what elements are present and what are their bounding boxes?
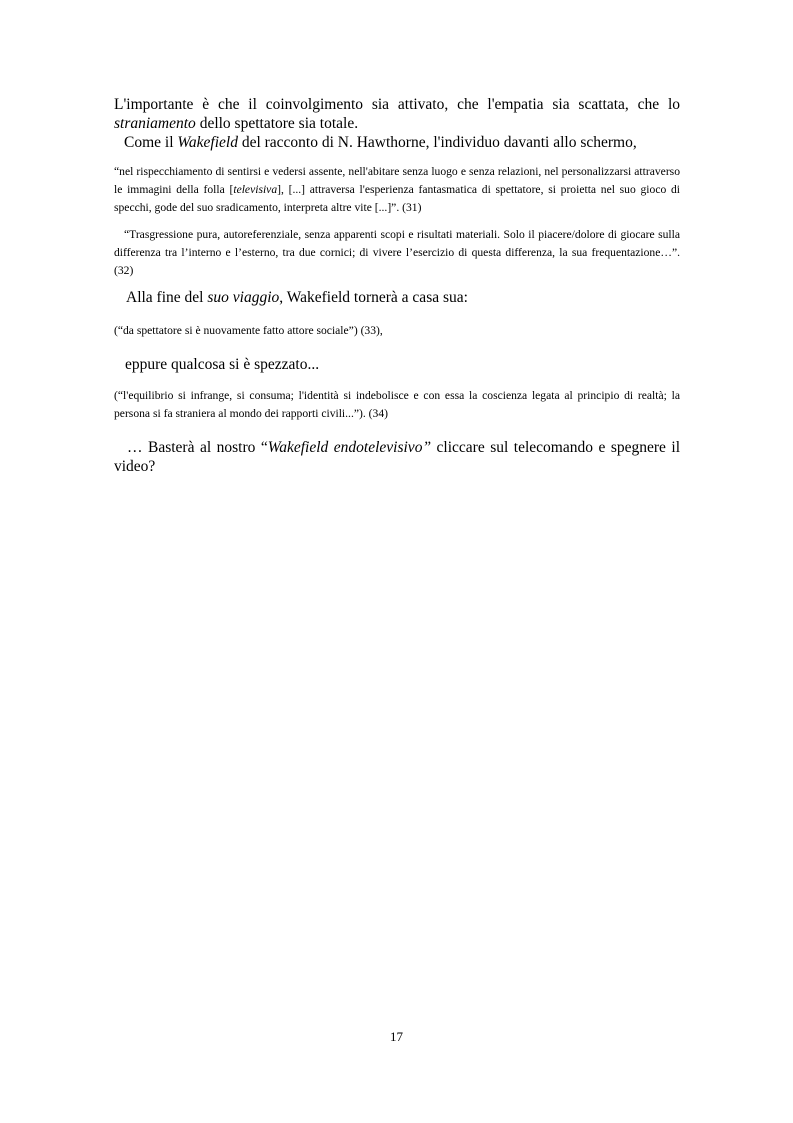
page-number: 17 (390, 1029, 403, 1044)
paragraph-fine-viaggio: Alla fine del suo viaggio, Wakefield tornerà a casa sua: (126, 289, 468, 306)
intro-italic-wakefield: Wakefield (177, 134, 238, 151)
closing-paragraph: … Basterà al nostro “Wakefield endotelevisivo” cliccare sul telecomando e spegnere il video? (114, 439, 681, 475)
paragraph-spezzato: eppure qualcosa si è spezzato... (125, 356, 320, 373)
quote-34: (“l'equilibrio si infrange, si consuma; l'identità si indebolisce e con essa la coscienza legata al principio di realtà; la persona si fa straniera al mondo dei rapporti civili...”). (34) (114, 389, 680, 420)
quote-31-italic: televisiva (233, 183, 278, 196)
intro-paragraph (114, 95, 680, 152)
intro-line-2: straniamento dello spettatore sia totale. (114, 115, 359, 132)
italic-wakefield-endotelevisivo: Wakefield endotelevisivo” (267, 439, 432, 456)
quote-31: “nel rispecchiamento di sentirsi e vedersi assente, nell'abitare senza luogo e senza relazioni, nel personalizzarsi attraverso le immagini della folla [televisiva], [...] attraversa l'esperienza fantasmatica di spettatore, si proietta nel suo gioco di specchi, gode del suo sradicamento, interpreta altre vite [...]”. (31) (114, 165, 680, 214)
italic-suo-viaggio: suo viaggio (207, 289, 280, 306)
quote-32: “Trasgressione pura, autoreferenziale, senza apparenti scopi e risultati materiali. Solo il piacere/dolore di giocare sulla differenza tra l’interno e l’esterno, tra due cornici; di vivere l’esercizio di questa differenza, la sua frequentazione…”. (32) (114, 228, 680, 277)
intro-line-1: L'importante è che il coinvolgimento sia attivato, che l'empatia sia scattata, che lo (114, 96, 680, 113)
intro-italic-straniamento: straniamento (114, 115, 196, 132)
quote-33: (“da spettatore si è nuovamente fatto attore sociale”) (33), (114, 324, 383, 337)
intro-line-3: Come il Wakefield del racconto di N. Hawthorne, l'individuo davanti allo schermo, (124, 134, 637, 151)
